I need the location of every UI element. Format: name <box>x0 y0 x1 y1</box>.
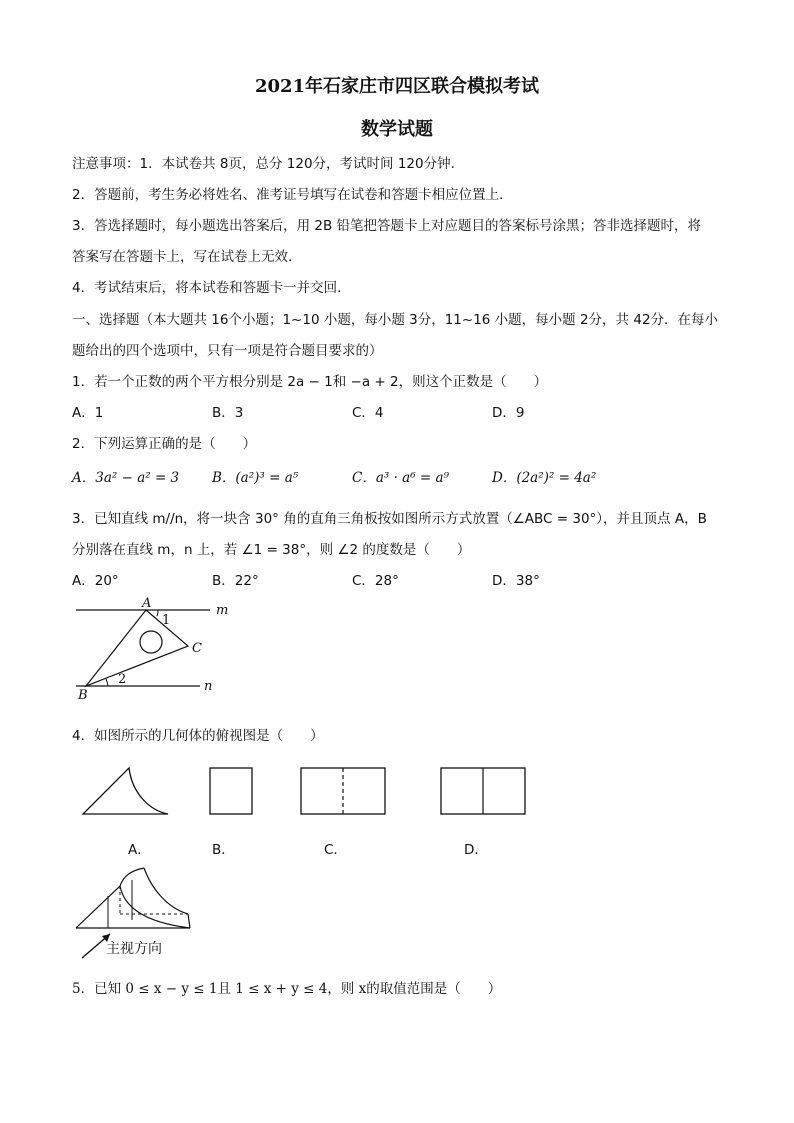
question-3-stem-cont: 分别落在直线 m，n 上，若 ∠1 = 38°，则 ∠2 的度数是（ ） <box>72 542 471 558</box>
note-3: 3．答选择题时，每小题选出答案后，用 2B 铅笔把答题卡上对应题目的答案标号涂黑；答非选择题时，将 <box>72 218 702 234</box>
q2-option-a: A．3a² − a² = 3 <box>72 470 180 486</box>
question-4-stem: 4．如图所示的几何体的俯视图是（ ） <box>72 728 324 744</box>
q4-option-c-figure <box>298 762 388 822</box>
q4-option-b-figure <box>206 762 256 822</box>
q3-triangle-figure <box>72 598 242 703</box>
page-subtitle: 数学试题 <box>361 119 433 140</box>
q2-option-d: D．(2a²)² = 4a² <box>492 470 597 486</box>
q2-option-b: B．(a²)³ = a⁵ <box>212 470 299 486</box>
label-n: n <box>204 679 213 694</box>
q3-option-c: C．28° <box>352 573 399 589</box>
q4-option-d: D． <box>464 842 488 858</box>
q4-option-b: B． <box>212 842 235 858</box>
angle-1-arc <box>157 610 158 616</box>
q2-option-c: C．a³ · a⁶ = a⁹ <box>352 470 449 486</box>
section-heading: 一、选择题（本大题共 16个小题；1~10 小题，每小题 3分，11~16 小题，每小题 2分，共 42分．在每小 <box>72 312 719 328</box>
question-3-stem: 3．已知直线 m//n，将一块含 30° 角的直角三角板按如图所示方式放置（∠ABC = 30°），并且顶点 A，B <box>72 511 707 527</box>
note-4: 4．考试结束后，将本试卷和答题卡一并交回． <box>72 280 351 296</box>
label-1: 1 <box>162 613 171 628</box>
note-3-cont: 答案写在答题卡上，写在试卷上无效． <box>72 249 302 265</box>
q1-option-c: C．4 <box>352 405 384 421</box>
label-a: A <box>142 596 152 611</box>
angle-2-arc <box>106 679 108 686</box>
page-title: 2021年石家庄市四区联合模拟考试 <box>254 76 540 97</box>
q3-option-d: D．38° <box>492 573 540 589</box>
note-2: 2．答题前，考生务必将姓名、准考证号填写在试卷和答题卡相应位置上． <box>72 187 513 203</box>
section-heading-cont: 题给出的四个选项中，只有一项是符合题目要求的） <box>72 343 383 359</box>
triangle-hole <box>140 631 162 653</box>
note-1: 注意事项：1．本试卷共 8页，总分 120分，考试时间 120分钟． <box>72 156 465 172</box>
q4-option-a: A． <box>128 842 151 858</box>
view-direction-label: 主视方向 <box>106 941 162 957</box>
question-1-stem: 1．若一个正数的两个平方根分别是 2a − 1和 −a + 2，则这个正数是（ ） <box>72 374 548 390</box>
label-c: C <box>192 641 202 656</box>
q1-option-a: A．1 <box>72 405 104 421</box>
triangle <box>86 610 188 686</box>
label-m: m <box>216 603 229 618</box>
q4-option-d-figure <box>438 762 528 822</box>
question-5-stem: 5．已知 0 ≤ x − y ≤ 1且 1 ≤ x + y ≤ 4，则 x的取值范围是（ ） <box>72 981 502 997</box>
q4-option-a-figure <box>80 762 175 822</box>
q4-option-c: C． <box>324 842 347 858</box>
q3-option-a: A．20° <box>72 573 119 589</box>
q1-option-b: B．3 <box>212 405 244 421</box>
question-2-stem: 2．下列运算正确的是（ ） <box>72 436 257 452</box>
q1-option-d: D．9 <box>492 405 525 421</box>
label-b: B <box>78 688 88 703</box>
label-2: 2 <box>118 672 127 687</box>
q3-option-b: B．22° <box>212 573 259 589</box>
